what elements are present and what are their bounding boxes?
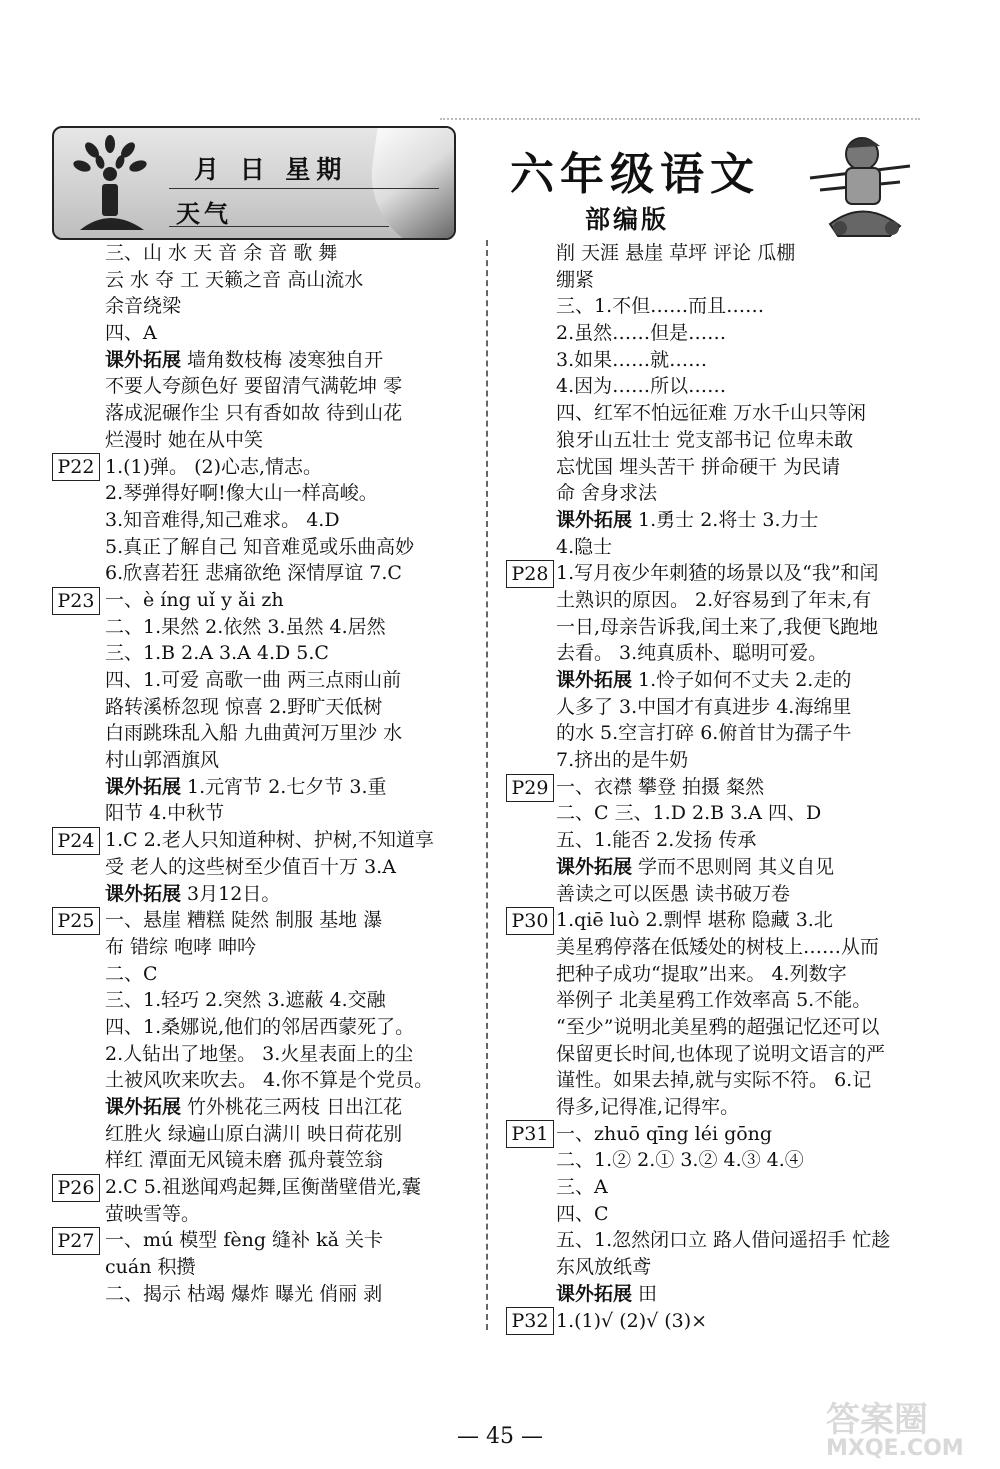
answer-line: 命 舍身求法 — [556, 482, 658, 505]
answer-line: 课外拓展 学而不思则罔 其义自见 — [556, 855, 835, 878]
answer-line: 课外拓展 田 — [556, 1282, 658, 1305]
answer-line: 把种子成功“提取”出来。 4.列数字 — [556, 962, 847, 985]
edition-subtitle: 部编版 — [585, 205, 670, 234]
answer-line: 课外拓展 墙角数枝梅 凌寒独自开 — [105, 348, 384, 371]
answer-line: 保留更长时间,也体现了说明文语言的严 — [556, 1042, 886, 1065]
cartoon-boy-illustration — [800, 128, 920, 240]
answer-line: 1.(1)√ (2)√ (3)× — [556, 1309, 708, 1332]
answer-line: 狼牙山五壮士 党支部书记 位卑未敢 — [556, 428, 854, 451]
answer-line: 云 水 夺 工 天籁之音 高山流水 — [105, 268, 364, 291]
answer-line: 绷紧 — [556, 268, 595, 291]
date-weather-box — [52, 126, 456, 240]
answer-line: 一、衣襟 攀登 拍摄 粲然 — [556, 775, 765, 798]
answer-line: 样红 潭面无风镜未磨 孤舟蓑笠翁 — [105, 1149, 384, 1172]
answer-line: 谨性。如果去掉,就与实际不符。 6.记 — [556, 1069, 872, 1092]
answer-line: 阳节 4.中秋节 — [105, 802, 225, 825]
answer-line: 村山郭酒旗风 — [105, 749, 220, 772]
answer-line: 去看。 3.纯真质朴、聪明可爱。 — [556, 642, 828, 665]
answer-line: cuán 积攒 — [105, 1256, 196, 1279]
page-tag-p29: P29 — [506, 774, 554, 802]
answer-line: 人多了 3.中国才有真进步 4.海绵里 — [556, 695, 852, 718]
page-tag-p25: P25 — [52, 907, 100, 935]
answer-line: 一日,母亲告诉我,闰土来了,我便飞跑地 — [556, 615, 879, 638]
answer-line: 白雨跳珠乱入船 九曲黄河万里沙 水 — [105, 722, 403, 745]
answer-line: 削 天涯 悬崖 草坪 评论 瓜棚 — [556, 242, 796, 264]
answer-line: 二、C — [105, 962, 158, 985]
answer-line: 余音绕梁 — [105, 295, 182, 318]
answer-line: 7.挤出的是牛奶 — [556, 749, 689, 772]
weather-underline — [169, 226, 389, 227]
date-label: 月 日 星期 — [194, 155, 348, 184]
answer-line: 课外拓展 1.怜子如何不丈夫 2.走的 — [556, 669, 852, 691]
answer-line: 五、1.能否 2.发扬 传承 — [556, 829, 757, 852]
answer-line: 一、悬崖 糟糕 陡然 制服 基地 瀑 — [105, 909, 383, 932]
answer-line: 四、1.可爱 高歌一曲 两三点雨山前 — [105, 669, 402, 691]
watermark-logo: 答案圈 — [826, 1400, 928, 1440]
page-tag-p27: P27 — [52, 1227, 100, 1255]
answer-line: 不要人夸颜色好 要留清气满乾坤 零 — [105, 375, 403, 398]
page-tag-p32: P32 — [506, 1307, 554, 1335]
page-tag-p26: P26 — [52, 1174, 100, 1202]
answer-line: 东风放纸鸢 — [556, 1256, 652, 1279]
answer-line: 受 老人的这些树至少值百十万 3.A — [105, 855, 396, 878]
answer-line: 土被风吹来吹去。 4.你不算是个党员。 — [105, 1069, 434, 1092]
answer-line: 一、zhuō qīng léi gōng — [556, 1122, 773, 1145]
page-tag-p30: P30 — [506, 907, 554, 935]
answer-line: 布 错综 咆哮 呻吟 — [105, 935, 257, 958]
answer-line: 五、1.忽然闭口立 路人借问遥招手 忙趁 — [556, 1229, 891, 1252]
tree-person-icon — [62, 134, 157, 234]
page-number: — 45 — — [457, 1424, 543, 1449]
answer-line: 1.qiē luò 2.剽悍 堪称 隐藏 3.北 — [556, 909, 833, 932]
answer-line: 四、C — [556, 1202, 609, 1225]
answer-line: 土熟识的原因。 2.好容易到了年末,有 — [556, 588, 872, 611]
answer-line: 三、山 水 天 音 余 音 歌 舞 — [105, 242, 338, 264]
answer-line: 课外拓展 1.勇士 2.将士 3.力士 — [556, 508, 819, 531]
answer-line: 落成泥碾作尘 只有香如故 待到山花 — [105, 402, 403, 425]
answer-line: “至少”说明北美星鸦的超强记忆还可以 — [556, 1015, 880, 1038]
answer-line: 1.写月夜少年刺猹的场景以及“我”和闰 — [556, 562, 879, 585]
answer-line: 美星鸦停落在低矮处的树枝上……从而 — [556, 935, 880, 958]
answer-line: 路转溪桥忽现 惊喜 2.野旷天低树 — [105, 695, 383, 718]
answer-line: 三、1.B 2.A 3.A 4.D 5.C — [105, 642, 329, 665]
answer-line: 善读之可以医愚 读书破万卷 — [556, 882, 791, 905]
answer-line: 烂漫时 她在从中笑 — [105, 428, 264, 451]
answer-line: 课外拓展 1.元宵节 2.七夕节 3.重 — [105, 775, 387, 798]
answer-line: 举例子 北美星鸦工作效率高 5.不能。 — [556, 989, 872, 1012]
answer-line: 3.知音难得,知己难求。 4.D — [105, 508, 340, 531]
answer-line: 4.隐士 — [556, 535, 613, 558]
answer-line: 5.真正了解自己 知音难觅或乐曲高妙 — [105, 535, 415, 558]
answer-line: 一、è íng uǐ y ǎi zh — [105, 588, 284, 611]
answer-line: 二、1.② 2.① 3.② 4.③ 4.④ — [556, 1149, 804, 1172]
answer-line: 得多,记得准,记得牢。 — [556, 1096, 740, 1118]
page-tag-p24: P24 — [52, 827, 100, 855]
answer-line: 3.如果……就…… — [556, 348, 708, 371]
page-curl-decoration — [361, 126, 456, 240]
answer-line: 二、揭示 枯竭 爆炸 曝光 俏丽 剥 — [105, 1282, 383, 1305]
answer-line: 2.C 5.祖逖闻鸡起舞,匡衡凿壁借光,囊 — [105, 1176, 421, 1199]
top-border — [440, 118, 920, 120]
answer-line: 忘忧国 埋头苦干 拼命硬干 为民请 — [556, 455, 841, 478]
answer-line: 红胜火 绿遍山原白满川 映日荷花别 — [105, 1122, 403, 1145]
answer-line: 课外拓展 3月12日。 — [105, 882, 281, 905]
answer-line: 四、1.桑娜说,他们的邻居西蒙死了。 — [105, 1015, 415, 1038]
page-title: 六年级语文 — [510, 149, 760, 200]
answer-line: 2.虽然……但是…… — [556, 322, 727, 345]
answer-line: 1.C 2.老人只知道种树、护树,不知道享 — [105, 829, 434, 852]
answer-line: 二、1.果然 2.依然 3.虽然 4.居然 — [105, 615, 386, 638]
answer-line: 三、1.轻巧 2.突然 3.遮蔽 4.交融 — [105, 989, 386, 1012]
watermark-url: MXQE.COM — [826, 1436, 964, 1461]
left-answer-column — [105, 240, 434, 1308]
answer-line: 三、1.不但……而且…… — [556, 295, 765, 318]
page-tag-p23: P23 — [52, 587, 100, 615]
answer-line: 2.人钻出了地堡。 3.火星表面上的尘 — [105, 1042, 414, 1065]
right-answer-column — [556, 240, 890, 1334]
page-tag-p28: P28 — [506, 560, 554, 588]
answer-line: 四、A — [105, 322, 157, 345]
answer-line: 2.琴弹得好啊!像大山一样高峻。 — [105, 482, 378, 505]
answer-line: 1.(1)弹。 (2)心志,情志。 — [105, 455, 323, 478]
column-divider — [486, 240, 488, 1330]
weather-label: 天气 — [176, 199, 232, 228]
answer-line: 的水 5.空言打碎 6.俯首甘为孺子牛 — [556, 722, 852, 745]
answer-line: 萤映雪等。 — [105, 1202, 201, 1225]
answer-line: 课外拓展 竹外桃花三两枝 日出江花 — [105, 1096, 403, 1118]
answer-line: 6.欣喜若狂 悲痛欲绝 深情厚谊 7.C — [105, 562, 402, 585]
date-underline — [169, 188, 439, 189]
answer-line: 二、C 三、1.D 2.B 3.A 四、D — [556, 802, 822, 825]
page-tag-p22: P22 — [52, 453, 100, 481]
answer-line: 三、A — [556, 1176, 608, 1199]
answer-line: 四、红军不怕远征难 万水千山只等闲 — [556, 402, 867, 425]
answer-line: 4.因为……所以…… — [556, 375, 727, 398]
answer-line: 一、mú 模型 fèng 缝补 kǎ 关卡 — [105, 1229, 383, 1252]
page-tag-p31: P31 — [506, 1120, 554, 1148]
